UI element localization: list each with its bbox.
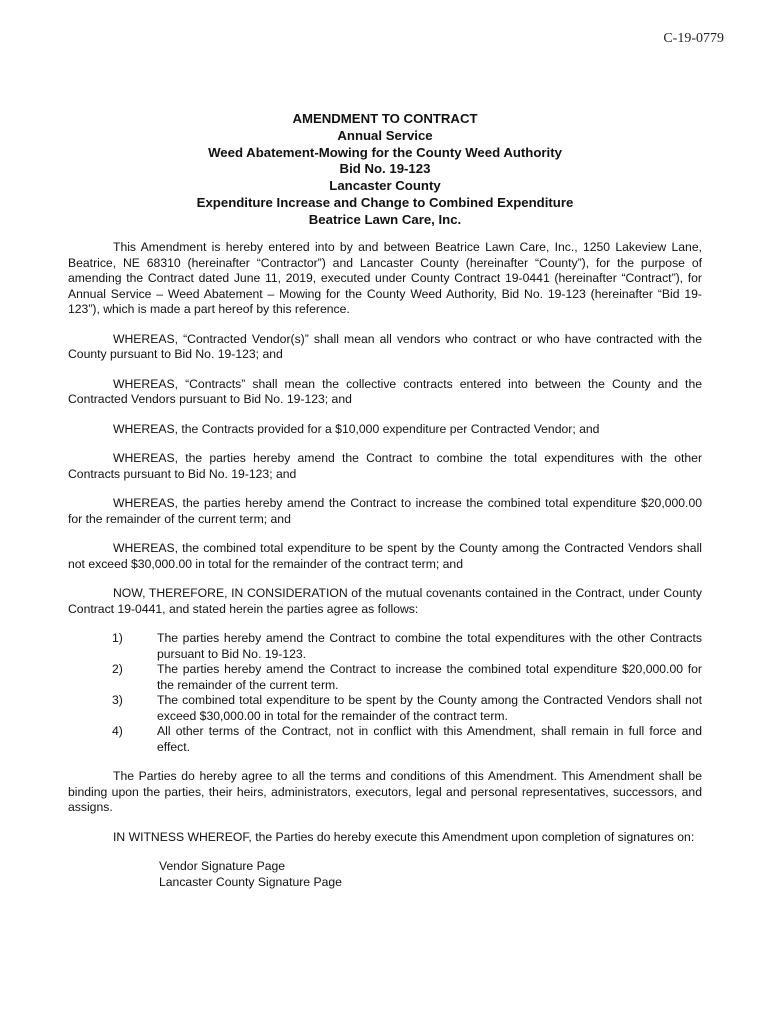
vendor-signature-page-label: Vendor Signature Page bbox=[159, 859, 286, 873]
list-item bbox=[68, 724, 702, 755]
title-line-bid: Bid No. 19-123 bbox=[339, 161, 431, 177]
county-signature-page-label: Lancaster County Signature Page bbox=[159, 874, 342, 889]
list-item bbox=[68, 693, 702, 724]
term-text: The combined total expenditure to be spent by the County among the Contracted Vendors shall not exceed $30,000.00 in total for the remainder of the contract term. bbox=[157, 693, 702, 723]
whereas-paragraph-1: WHEREAS, “Contracted Vendor(s)” shall mean all vendors who contract or who have contracted with the County pursuant to Bid No. 19-123; and bbox=[68, 331, 702, 361]
witness-paragraph: IN WITNESS WHEREOF, the Parties do hereby execute this Amendment upon completion of signatures on: bbox=[113, 829, 695, 844]
document-body bbox=[68, 240, 702, 890]
intro-paragraph: This Amendment is hereby entered into by and between Beatrice Lawn Care, Inc., 1250 Lakeview Lane, Beatrice, NE 68310 (hereinafter “Contractor”) and Lancaster County (hereinafter “County”), for the purpose of amending the Contract dated June 11, 2019, executed under County Contract 19-0441 (hereinafter “Contract”), for Annual Service – Weed Abatement – Mowing for the County Weed Authority, Bid No. 19-123 (hereinafter “Bid 19-123”), which is made a part hereof by this reference. bbox=[68, 240, 702, 316]
title-line-county: Lancaster County bbox=[329, 178, 441, 194]
title-line-service: Annual Service bbox=[337, 127, 433, 143]
agreement-paragraph: The Parties do hereby agree to all the terms and conditions of this Amendment. This Amendment shall be binding upon the parties, their heirs, administrators, executors, legal and personal representatives, successors, and assigns. bbox=[68, 769, 702, 814]
title-line-vendor: Beatrice Lawn Care, Inc. bbox=[308, 211, 462, 227]
whereas-paragraph-2: WHEREAS, “Contracts” shall mean the collective contracts entered into between the County and the Contracted Vendors pursuant to Bid No. 19-123; and bbox=[68, 376, 702, 406]
now-therefore-paragraph: NOW, THEREFORE, IN CONSIDERATION of the mutual covenants contained in the Contract, under County Contract 19-0441, and stated herein the parties agree as follows: bbox=[68, 586, 702, 616]
document-title-block bbox=[68, 111, 702, 229]
list-item bbox=[68, 662, 702, 693]
whereas-paragraph-3: WHEREAS, the Contracts provided for a $10,000 expenditure per Contracted Vendor; and bbox=[113, 421, 600, 436]
title-line-project: Weed Abatement-Mowing for the County Weed Authority bbox=[208, 144, 562, 160]
whereas-paragraph-4: WHEREAS, the parties hereby amend the Contract to combine the total expenditures with the other Contracts pursuant to Bid No. 19-123; and bbox=[68, 451, 702, 481]
whereas-paragraph-5: WHEREAS, the parties hereby amend the Contract to increase the combined total expenditure $20,000.00 for the remainder of the current term; and bbox=[68, 496, 702, 526]
whereas-paragraph-6: WHEREAS, the combined total expenditure to be spent by the County among the Contracted Vendors shall not exceed $30,000.00 in total for the remainder of the contract term; and bbox=[68, 541, 702, 571]
term-number: 1) bbox=[112, 631, 123, 645]
contract-number: C-19-0779 bbox=[663, 31, 724, 46]
title-line-purpose: Expenditure Increase and Change to Combined Expenditure bbox=[196, 194, 574, 210]
term-text: All other terms of the Contract, not in conflict with this Amendment, shall remain in full force and effect. bbox=[157, 724, 702, 754]
list-item bbox=[68, 631, 702, 662]
title-line-amendment: AMENDMENT TO CONTRACT bbox=[292, 111, 478, 126]
term-number: 3) bbox=[112, 693, 123, 707]
term-number: 2) bbox=[112, 662, 123, 676]
term-text: The parties hereby amend the Contract to combine the total expenditures with the other Contracts pursuant to Bid No. 19-123. bbox=[157, 631, 702, 661]
amendment-terms-list bbox=[68, 631, 702, 755]
term-number: 4) bbox=[112, 724, 123, 738]
signature-pages-list bbox=[68, 859, 702, 890]
term-text: The parties hereby amend the Contract to increase the combined total expenditure $20,000.00 for the remainder of the current term. bbox=[157, 662, 702, 692]
